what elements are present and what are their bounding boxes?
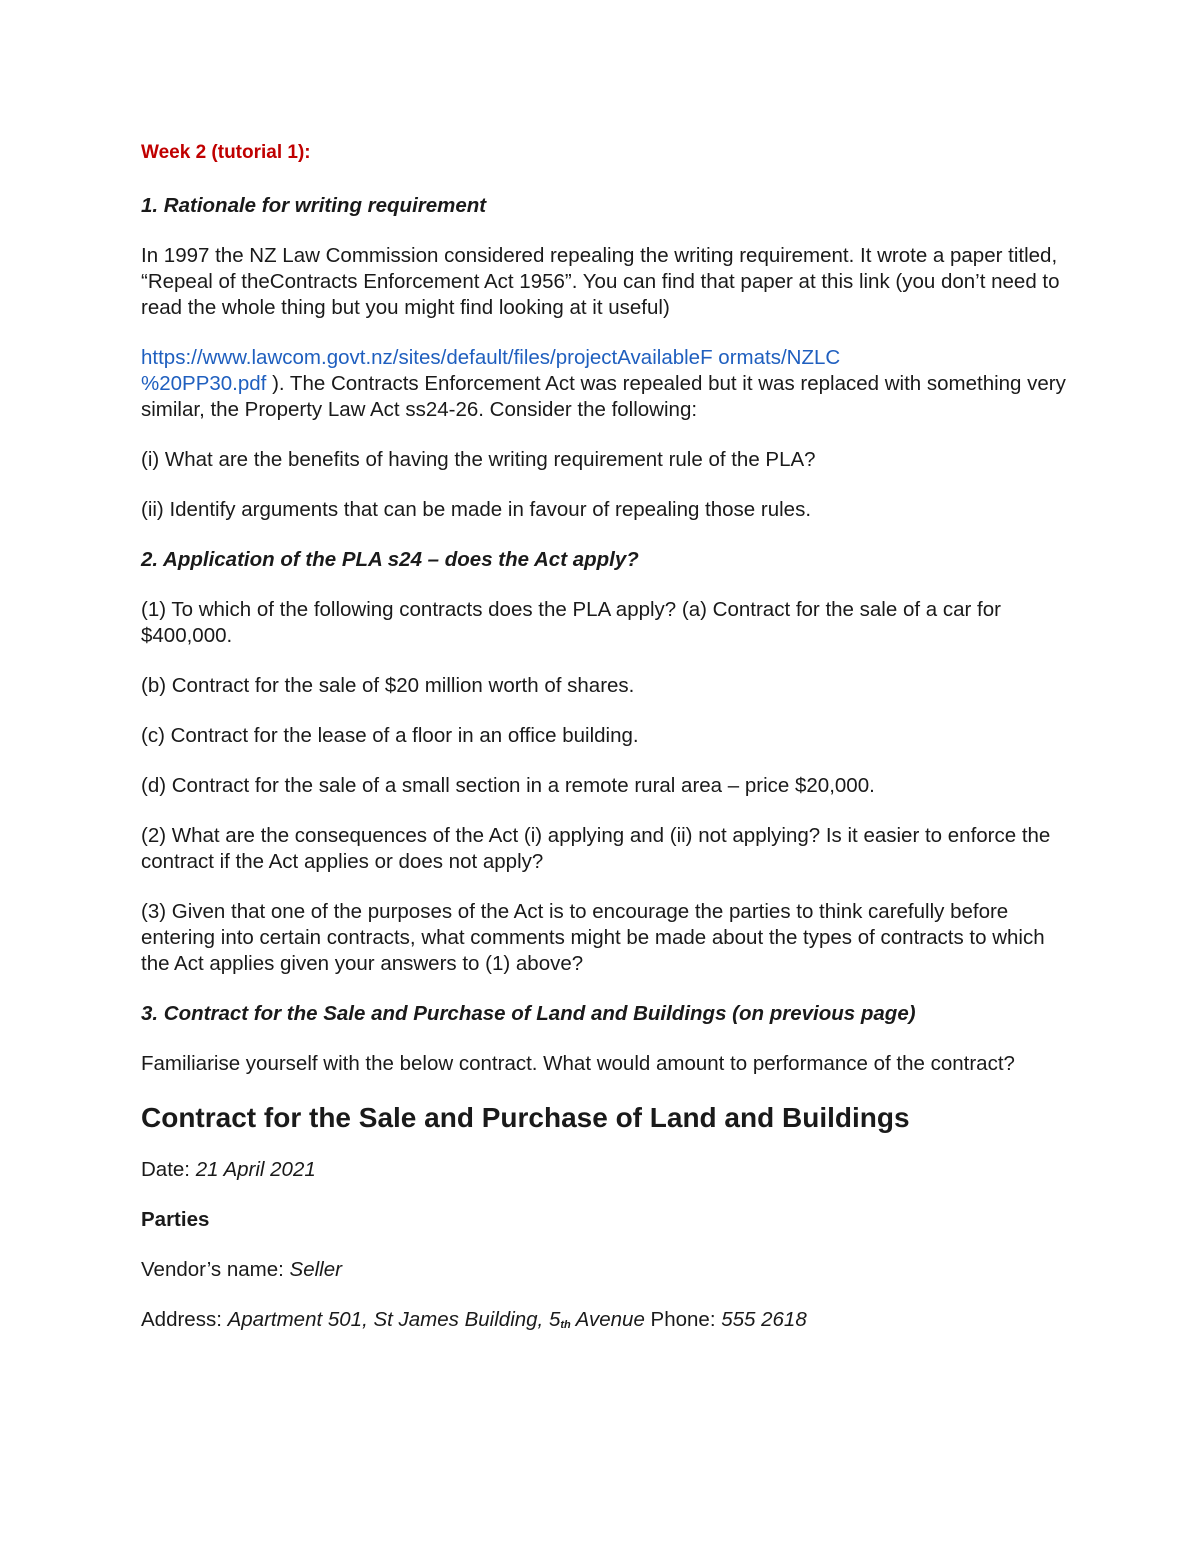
section-1-question-ii: (ii) Identify arguments that can be made in favour of repealing those rules. bbox=[141, 498, 812, 521]
section-3-paragraph: Familiarise yourself with the below contract. What would amount to performance of the contract? bbox=[141, 1052, 1015, 1075]
link-text-line-2[interactable]: %20PP30.pdf bbox=[141, 372, 267, 395]
document-page bbox=[141, 140, 1071, 1362]
section-2-option-d: (d) Contract for the sale of a small section in a remote rural area – price $20,000. bbox=[141, 774, 875, 797]
link-text-line-1[interactable]: https://www.lawcom.govt.nz/sites/default/files/projectAvailableF ormats/NZLC bbox=[141, 346, 841, 369]
vendor-name bbox=[141, 1257, 1071, 1283]
link-paragraph-tail: ). The Contracts Enforcement Act was repealed but it was replaced with something very similar, the Property Law Act ss24-26. Consider the following: bbox=[141, 372, 1066, 421]
vendor-label: Vendor’s name: bbox=[141, 1258, 290, 1281]
vendor-value: Seller bbox=[289, 1258, 342, 1281]
section-2-question-3: (3) Given that one of the purposes of the Act is to encourage the parties to think carefully before entering into certain contracts, what comments might be made about the types of contracts to which the Act applies given your answers to (1) above? bbox=[141, 900, 1045, 975]
week-heading: Week 2 (tutorial 1): bbox=[141, 142, 311, 163]
section-1-link-paragraph bbox=[141, 345, 1071, 423]
section-1-paragraph: In 1997 the NZ Law Commission considered repealing the writing requirement. It wrote a paper titled, “Repeal of theContracts Enforcement Act 1956”. You can find that paper at this link (you don’t need to read the whole thing but you might find looking at it useful) bbox=[141, 244, 1060, 319]
address-value-start: Apartment 501, St James Building, 5 bbox=[227, 1308, 561, 1331]
parties-heading: Parties bbox=[141, 1208, 210, 1231]
section-1-question-i: (i) What are the benefits of having the writing requirement rule of the PLA? bbox=[141, 448, 816, 471]
contract-title: Contract for the Sale and Purchase of Land and Buildings bbox=[141, 1102, 910, 1133]
address-ordinal-suffix: th bbox=[560, 1319, 571, 1331]
phone-value: 555 2618 bbox=[721, 1308, 807, 1331]
section-2-option-c: (c) Contract for the lease of a floor in an office building. bbox=[141, 724, 639, 747]
address-label: Address: bbox=[141, 1308, 228, 1331]
date-label: Date: bbox=[141, 1158, 196, 1181]
section-2-option-b: (b) Contract for the sale of $20 million worth of shares. bbox=[141, 674, 635, 697]
section-1-heading: 1. Rationale for writing requirement bbox=[141, 194, 487, 217]
address-value-end: Avenue bbox=[570, 1308, 645, 1331]
date-value: 21 April 2021 bbox=[195, 1158, 316, 1181]
phone-label: Phone: bbox=[644, 1308, 722, 1331]
section-3-heading: 3. Contract for the Sale and Purchase of Land and Buildings (on previous page) bbox=[141, 1002, 916, 1025]
section-2-question-2: (2) What are the consequences of the Act (i) applying and (ii) not applying? Is it easier to enforce the contract if the Act applies or does not apply? bbox=[141, 824, 1051, 873]
section-2-heading: 2. Application of the PLA s24 – does the Act apply? bbox=[141, 548, 639, 571]
section-2-question-1: (1) To which of the following contracts does the PLA apply? (a) Contract for the sale of a car for $400,000. bbox=[141, 598, 1001, 647]
vendor-address bbox=[141, 1307, 1071, 1338]
contract-date bbox=[141, 1157, 1071, 1183]
